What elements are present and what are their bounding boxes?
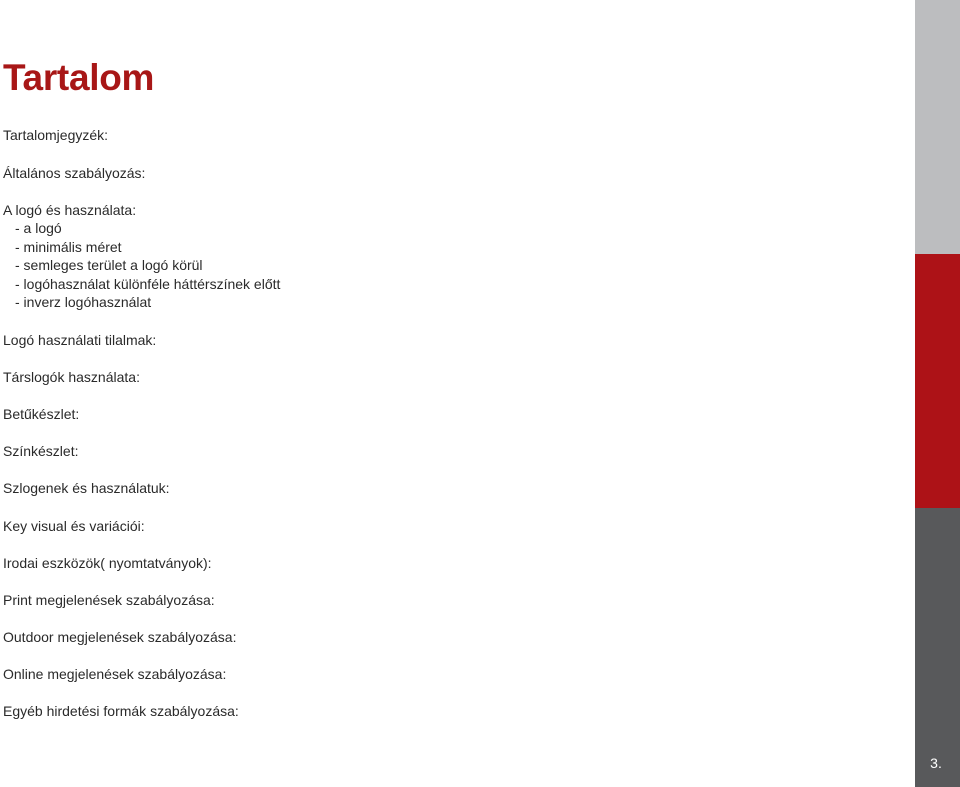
toc-section-outdoor: Outdoor megjelenések szabályozása: bbox=[3, 629, 237, 645]
toc-general-heading: Általános szabályozás: bbox=[3, 165, 146, 181]
toc-logo-subitem: - a logó bbox=[15, 220, 62, 237]
toc-section-fonts: Betűkészlet: bbox=[3, 406, 80, 422]
toc-section-other-ads: Egyéb hirdetési formák szabályozása: bbox=[3, 703, 239, 719]
page-number: 3. bbox=[930, 755, 942, 771]
toc-section-online: Online megjelenések szabályozása: bbox=[3, 666, 227, 682]
strip-light-gray-block bbox=[915, 0, 960, 254]
strip-red-block bbox=[915, 254, 960, 508]
toc-logo-subitem: - logóhasználat különféle háttérszínek előtt bbox=[15, 275, 281, 292]
toc-logo-subitem: - inverz logóhasználat bbox=[15, 294, 152, 311]
toc-section-logo-restrictions: Logó használati tilalmak: bbox=[3, 332, 157, 348]
strip-dark-gray-block bbox=[915, 508, 960, 787]
side-color-strip bbox=[915, 0, 960, 787]
toc-section-partner-logos: Társlogók használata: bbox=[3, 369, 140, 385]
toc-section-colors: Színkészlet: bbox=[3, 443, 79, 459]
toc-logo-group bbox=[3, 201, 280, 311]
toc-section-office-tools: Irodai eszközök( nyomtatványok): bbox=[3, 555, 212, 571]
toc-logo-subitem: - minimális méret bbox=[15, 238, 122, 255]
toc-logo-subitem: - semleges terület a logó körül bbox=[15, 257, 203, 274]
page-title: Tartalom bbox=[3, 57, 155, 98]
toc-logo-heading: A logó és használata: bbox=[3, 202, 137, 218]
toc-section-print: Print megjelenések szabályozása: bbox=[3, 592, 215, 608]
toc-section-slogans: Szlogenek és használatuk: bbox=[3, 480, 170, 496]
toc-section-key-visual: Key visual és variációi: bbox=[3, 518, 145, 534]
toc-intro-heading: Tartalomjegyzék: bbox=[3, 127, 109, 143]
